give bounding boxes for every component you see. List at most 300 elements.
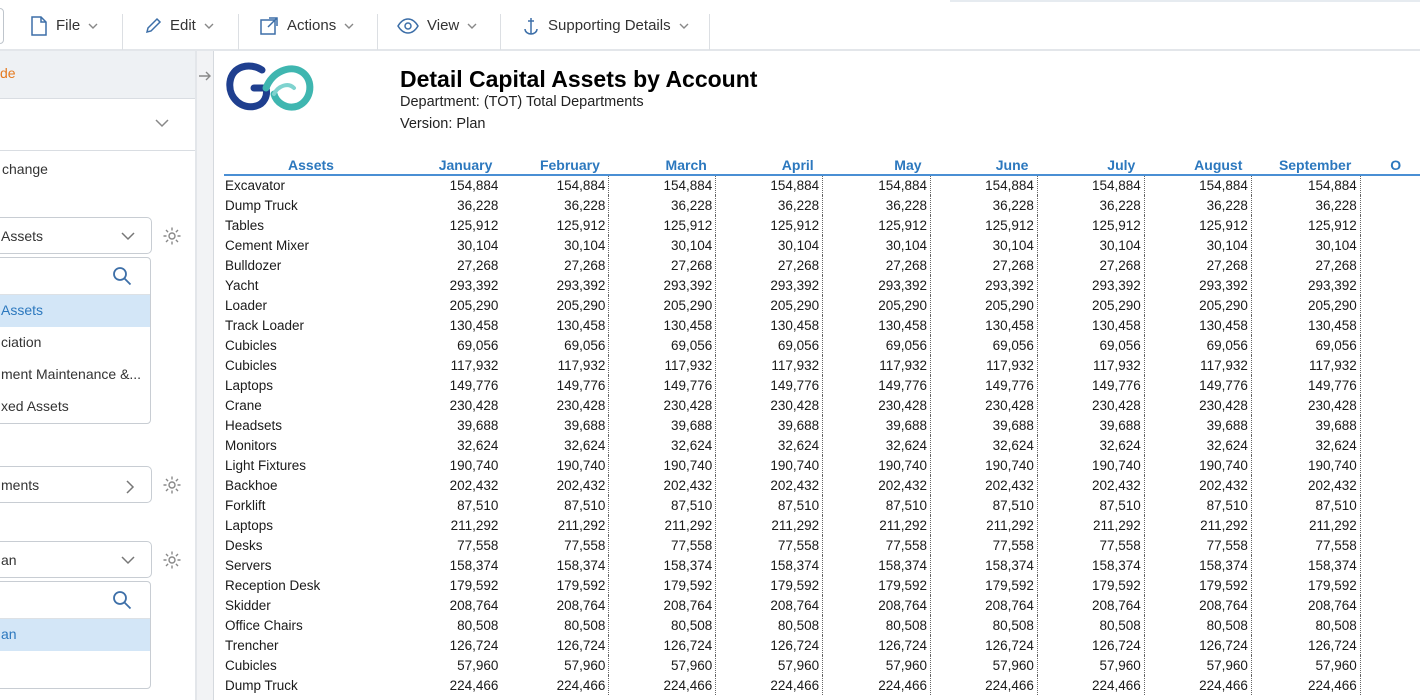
sidebar-collapse-row[interactable] [0, 99, 195, 151]
value-cell[interactable]: 32,624 [1037, 435, 1144, 455]
value-cell[interactable]: 208,764 [823, 595, 931, 615]
value-cell[interactable]: 57,960 [1251, 655, 1360, 675]
value-cell[interactable]: 154,884 [1251, 175, 1360, 195]
value-cell[interactable]: 57,960 [823, 655, 931, 675]
value-cell[interactable]: 149,776 [823, 375, 931, 395]
value-cell[interactable]: 205,290 [931, 295, 1038, 315]
value-cell[interactable]: 30,104 [609, 235, 716, 255]
asset-name-cell[interactable]: Headsets [225, 417, 283, 433]
value-cell[interactable]: 36,228 [1251, 195, 1360, 215]
value-cell[interactable]: 158,374 [823, 555, 931, 575]
value-cell[interactable]: 179,592 [1144, 575, 1251, 595]
value-cell[interactable]: 80,508 [823, 615, 931, 635]
value-cell[interactable]: 39,688 [1037, 415, 1144, 435]
value-cell[interactable]: 125,912 [1251, 215, 1360, 235]
value-cell[interactable]: 39,688 [501, 415, 609, 435]
table-row [224, 595, 1420, 615]
column-header[interactable]: May [823, 155, 931, 175]
value-cell[interactable]: 230,428 [609, 395, 716, 415]
value-cell[interactable]: 190,740 [1144, 455, 1251, 475]
value-cell[interactable]: 154,884 [1144, 175, 1251, 195]
asset-name-cell[interactable]: Laptops [225, 517, 274, 533]
value-cell[interactable]: 39,688 [1144, 415, 1251, 435]
value-cell[interactable]: 57,960 [457, 657, 499, 673]
value-cell[interactable]: 293,392 [449, 277, 499, 293]
value-cell[interactable]: 158,374 [1037, 555, 1144, 575]
value-cell[interactable]: 87,510 [1037, 495, 1144, 515]
value-cell[interactable]: 208,764 [501, 595, 609, 615]
value-cell[interactable]: 27,268 [823, 255, 931, 275]
value-cell[interactable]: 125,912 [931, 215, 1038, 235]
value-cell[interactable]: 117,932 [716, 355, 823, 375]
gear-icon[interactable] [162, 226, 182, 246]
value-cell[interactable]: 179,592 [501, 575, 609, 595]
value-cell[interactable]: 30,104 [501, 235, 609, 255]
value-cell[interactable]: 293,392 [716, 275, 823, 295]
value-cell[interactable]: 30,104 [1251, 235, 1360, 255]
value-cell[interactable]: 77,558 [609, 535, 716, 555]
empty-cell [1360, 615, 1420, 635]
value-cell[interactable]: 211,292 [450, 517, 499, 533]
value-cell[interactable]: 36,228 [609, 195, 716, 215]
value-cell[interactable]: 125,912 [501, 215, 609, 235]
version-search-input[interactable] [0, 582, 150, 619]
value-cell[interactable]: 36,228 [457, 197, 499, 213]
value-cell[interactable]: 30,104 [1144, 235, 1251, 255]
value-cell[interactable]: 202,432 [501, 475, 609, 495]
view-menu[interactable] [397, 0, 477, 51]
value-cell[interactable]: 149,776 [609, 375, 716, 395]
value-cell[interactable]: 32,624 [931, 435, 1038, 455]
value-cell[interactable]: 130,458 [501, 315, 609, 335]
value-cell[interactable]: 202,432 [609, 475, 716, 495]
value-cell[interactable]: 69,056 [1144, 335, 1251, 355]
value-cell[interactable]: 27,268 [1144, 255, 1251, 275]
value-cell[interactable]: 57,960 [1144, 655, 1251, 675]
departments-select[interactable] [0, 466, 152, 503]
column-header[interactable]: April [716, 155, 823, 175]
value-cell[interactable]: 202,432 [449, 477, 499, 493]
asset-name-cell[interactable]: Desks [225, 537, 263, 553]
value-cell[interactable]: 39,688 [931, 415, 1038, 435]
value-cell[interactable]: 77,558 [931, 535, 1038, 555]
value-cell[interactable]: 190,740 [823, 455, 931, 475]
accounts-option[interactable]: Assets [0, 295, 150, 327]
value-cell[interactable]: 130,458 [1251, 315, 1360, 335]
table-row [224, 455, 1420, 475]
value-cell[interactable]: 32,624 [716, 435, 823, 455]
value-cell[interactable]: 224,466 [501, 675, 609, 695]
value-cell[interactable]: 87,510 [457, 497, 499, 513]
value-cell[interactable]: 149,776 [449, 377, 499, 393]
value-cell[interactable]: 205,290 [501, 295, 609, 315]
value-cell[interactable]: 57,960 [1037, 655, 1144, 675]
value-cell[interactable]: 211,292 [823, 515, 931, 535]
value-cell[interactable]: 230,428 [1144, 395, 1251, 415]
asset-name-cell[interactable]: Cubicles [225, 337, 277, 353]
accounts-option[interactable]: xed Assets [1, 398, 69, 414]
value-cell[interactable]: 149,776 [501, 375, 609, 395]
value-cell[interactable]: 30,104 [457, 237, 499, 253]
empty-cell [1360, 435, 1420, 455]
asset-name-cell[interactable]: Servers [225, 557, 272, 573]
value-cell[interactable]: 230,428 [449, 397, 499, 413]
value-cell[interactable]: 202,432 [931, 475, 1038, 495]
value-cell[interactable]: 80,508 [501, 615, 609, 635]
value-cell[interactable]: 211,292 [931, 515, 1038, 535]
value-cell[interactable]: 126,724 [1251, 635, 1360, 655]
toolbar-left-button[interactable] [0, 8, 4, 44]
value-cell[interactable]: 202,432 [716, 475, 823, 495]
value-cell[interactable]: 80,508 [931, 615, 1038, 635]
value-cell[interactable]: 179,592 [931, 575, 1038, 595]
asset-name-cell[interactable]: Tables [225, 217, 265, 233]
value-cell[interactable]: 69,056 [931, 335, 1038, 355]
value-cell[interactable]: 117,932 [501, 355, 609, 375]
supporting-details-menu[interactable] [522, 0, 689, 51]
toolbar-top-line [950, 0, 1420, 2]
column-header[interactable]: August [1144, 155, 1251, 175]
value-cell[interactable]: 57,960 [931, 655, 1038, 675]
actions-menu[interactable] [259, 0, 354, 51]
value-cell[interactable]: 230,428 [1251, 395, 1360, 415]
value-cell[interactable]: 208,764 [449, 597, 499, 613]
value-cell[interactable]: 69,056 [1251, 335, 1360, 355]
value-cell[interactable]: 125,912 [823, 215, 931, 235]
value-cell[interactable]: 211,292 [501, 515, 609, 535]
value-cell[interactable]: 87,510 [609, 495, 716, 515]
asset-name-cell[interactable]: Light Fixtures [225, 457, 307, 473]
accounts-select[interactable] [0, 217, 152, 254]
value-cell[interactable]: 190,740 [1037, 455, 1144, 475]
value-cell[interactable]: 117,932 [450, 357, 499, 373]
view-menu-label: View [427, 17, 460, 34]
value-cell[interactable]: 205,290 [1144, 295, 1251, 315]
value-cell[interactable]: 39,688 [1251, 415, 1360, 435]
value-cell[interactable]: 158,374 [1144, 555, 1251, 575]
column-header[interactable]: Assets [224, 155, 398, 175]
value-cell[interactable]: 293,392 [823, 275, 931, 295]
value-cell[interactable]: 80,508 [1037, 615, 1144, 635]
value-cell[interactable]: 125,912 [1037, 215, 1144, 235]
value-cell[interactable]: 69,056 [501, 335, 609, 355]
value-cell[interactable]: 158,374 [1251, 555, 1360, 575]
asset-name-cell[interactable]: Dump Truck [225, 677, 298, 693]
value-cell[interactable]: 32,624 [823, 435, 931, 455]
value-cell[interactable]: 39,688 [609, 415, 716, 435]
value-cell[interactable]: 32,624 [1144, 435, 1251, 455]
value-cell[interactable]: 205,290 [449, 297, 499, 313]
value-cell[interactable]: 224,466 [931, 675, 1038, 695]
value-cell[interactable]: 87,510 [823, 495, 931, 515]
value-cell[interactable]: 39,688 [823, 415, 931, 435]
value-cell[interactable]: 230,428 [931, 395, 1038, 415]
value-cell[interactable]: 27,268 [716, 255, 823, 275]
value-cell[interactable]: 27,268 [457, 257, 499, 273]
value-cell[interactable]: 208,764 [716, 595, 823, 615]
value-cell[interactable]: 30,104 [823, 235, 931, 255]
value-cell[interactable]: 179,592 [609, 575, 716, 595]
value-cell[interactable]: 179,592 [1037, 575, 1144, 595]
value-cell[interactable]: 27,268 [501, 255, 609, 275]
value-cell[interactable]: 149,776 [1144, 375, 1251, 395]
value-cell[interactable]: 77,558 [501, 535, 609, 555]
value-cell[interactable]: 230,428 [823, 395, 931, 415]
value-cell[interactable]: 224,466 [1144, 675, 1251, 695]
asset-name-cell[interactable]: Trencher [225, 637, 279, 653]
column-header[interactable]: January [398, 155, 501, 175]
value-cell[interactable]: 126,724 [931, 635, 1038, 655]
value-cell[interactable]: 126,724 [1144, 635, 1251, 655]
asset-name-cell[interactable]: Monitors [225, 437, 277, 453]
value-cell[interactable]: 80,508 [457, 617, 499, 633]
file-menu[interactable] [30, 0, 98, 51]
accounts-option[interactable]: ment Maintenance &... [1, 366, 142, 382]
value-cell[interactable]: 205,290 [1251, 295, 1360, 315]
value-cell[interactable]: 293,392 [609, 275, 716, 295]
value-cell[interactable]: 211,292 [1144, 515, 1251, 535]
value-cell[interactable]: 224,466 [1251, 675, 1360, 695]
column-header[interactable]: February [501, 155, 609, 175]
value-cell[interactable]: 154,884 [449, 178, 499, 193]
accounts-option[interactable]: ciation [1, 334, 42, 350]
value-cell[interactable]: 208,764 [1144, 595, 1251, 615]
value-cell[interactable]: 36,228 [1144, 195, 1251, 215]
value-cell[interactable]: 69,056 [1037, 335, 1144, 355]
value-cell[interactable]: 77,558 [457, 537, 499, 553]
value-cell[interactable]: 149,776 [1037, 375, 1144, 395]
value-cell[interactable]: 293,392 [1144, 275, 1251, 295]
version-select[interactable] [0, 541, 152, 578]
value-cell[interactable]: 126,724 [449, 637, 499, 653]
value-cell[interactable]: 149,776 [931, 375, 1038, 395]
value-cell[interactable]: 57,960 [501, 655, 609, 675]
value-cell[interactable]: 202,432 [1251, 475, 1360, 495]
value-cell[interactable]: 154,884 [501, 175, 609, 195]
gear-icon[interactable] [162, 475, 182, 495]
accounts-search-input[interactable] [0, 258, 150, 295]
value-cell[interactable]: 224,466 [823, 675, 931, 695]
asset-name-cell[interactable]: Excavator [225, 178, 286, 193]
value-cell[interactable]: 224,466 [449, 677, 499, 693]
value-cell[interactable]: 158,374 [609, 555, 716, 575]
asset-name-cell[interactable]: Cubicles [225, 357, 277, 373]
value-cell[interactable]: 87,510 [716, 495, 823, 515]
value-cell[interactable]: 126,724 [609, 635, 716, 655]
asset-name-cell[interactable]: Yacht [225, 277, 259, 293]
value-cell[interactable]: 154,884 [823, 175, 931, 195]
value-cell[interactable]: 117,932 [1144, 355, 1251, 375]
asset-name-cell[interactable]: Reception Desk [225, 577, 321, 593]
value-cell[interactable]: 211,292 [609, 515, 716, 535]
value-cell[interactable]: 130,458 [1144, 315, 1251, 335]
value-cell[interactable]: 211,292 [1037, 515, 1144, 535]
value-cell[interactable]: 36,228 [823, 195, 931, 215]
value-cell[interactable]: 230,428 [1037, 395, 1144, 415]
value-cell[interactable]: 32,624 [501, 435, 609, 455]
value-cell[interactable]: 158,374 [931, 555, 1038, 575]
value-cell[interactable]: 293,392 [1251, 275, 1360, 295]
asset-name-cell[interactable]: Cubicles [225, 657, 277, 673]
value-cell[interactable]: 30,104 [716, 235, 823, 255]
value-cell[interactable]: 80,508 [716, 615, 823, 635]
column-header[interactable]: June [931, 155, 1038, 175]
value-cell[interactable]: 32,624 [1251, 435, 1360, 455]
asset-name-cell[interactable]: Backhoe [225, 477, 278, 493]
value-cell[interactable]: 205,290 [609, 295, 716, 315]
value-cell[interactable]: 57,960 [716, 655, 823, 675]
value-cell[interactable]: 154,884 [716, 175, 823, 195]
value-cell[interactable]: 230,428 [501, 395, 609, 415]
asset-name-cell[interactable]: Bulldozer [225, 257, 282, 273]
value-cell[interactable]: 126,724 [1037, 635, 1144, 655]
asset-name-cell[interactable]: Crane [225, 397, 262, 413]
value-cell[interactable]: 57,960 [609, 655, 716, 675]
value-cell[interactable]: 130,458 [609, 315, 716, 335]
value-cell[interactable]: 130,458 [823, 315, 931, 335]
asset-name-cell[interactable]: Cement Mixer [225, 237, 310, 253]
asset-name-cell[interactable]: Track Loader [225, 317, 305, 333]
value-cell[interactable]: 205,290 [823, 295, 931, 315]
value-cell[interactable]: 77,558 [716, 535, 823, 555]
value-cell[interactable]: 211,292 [716, 515, 823, 535]
value-cell[interactable]: 117,932 [1037, 355, 1144, 375]
column-header[interactable]: March [609, 155, 716, 175]
value-cell[interactable]: 126,724 [716, 635, 823, 655]
value-cell[interactable]: 149,776 [716, 375, 823, 395]
value-cell[interactable]: 87,510 [931, 495, 1038, 515]
value-cell[interactable]: 30,104 [931, 235, 1038, 255]
value-cell[interactable]: 117,932 [609, 355, 716, 375]
chevron-down-icon [467, 21, 477, 31]
value-cell[interactable]: 36,228 [1037, 195, 1144, 215]
value-cell[interactable]: 154,884 [1037, 175, 1144, 195]
value-cell[interactable]: 87,510 [1144, 495, 1251, 515]
value-cell[interactable]: 154,884 [931, 175, 1038, 195]
value-cell[interactable]: 202,432 [1144, 475, 1251, 495]
value-cell[interactable]: 69,056 [823, 335, 931, 355]
value-cell[interactable]: 158,374 [449, 557, 499, 573]
value-cell[interactable]: 190,740 [501, 455, 609, 475]
value-cell[interactable]: 27,268 [931, 255, 1038, 275]
value-cell[interactable]: 179,592 [449, 577, 499, 593]
value-cell[interactable]: 190,740 [1251, 455, 1360, 475]
value-cell[interactable]: 190,740 [609, 455, 716, 475]
arrow-right-icon[interactable] [198, 69, 212, 83]
value-cell[interactable]: 208,764 [1251, 595, 1360, 615]
value-cell[interactable]: 77,558 [823, 535, 931, 555]
column-header[interactable]: July [1037, 155, 1144, 175]
value-cell[interactable]: 202,432 [823, 475, 931, 495]
value-cell[interactable]: 179,592 [1251, 575, 1360, 595]
value-cell[interactable]: 224,466 [1037, 675, 1144, 695]
asset-name-cell[interactable]: Forklift [225, 497, 266, 513]
value-cell[interactable]: 202,432 [1037, 475, 1144, 495]
value-cell[interactable]: 69,056 [457, 337, 499, 353]
value-cell[interactable]: 32,624 [457, 437, 499, 453]
asset-name-cell[interactable]: Skidder [225, 597, 271, 613]
value-cell[interactable]: 158,374 [501, 555, 609, 575]
value-cell[interactable]: 80,508 [1144, 615, 1251, 635]
value-cell[interactable]: 149,776 [1251, 375, 1360, 395]
value-cell[interactable]: 126,724 [823, 635, 931, 655]
value-cell[interactable]: 69,056 [716, 335, 823, 355]
value-cell[interactable]: 87,510 [501, 495, 609, 515]
value-cell[interactable]: 80,508 [609, 615, 716, 635]
value-cell[interactable]: 190,740 [449, 457, 499, 473]
value-cell[interactable]: 130,458 [1037, 315, 1144, 335]
value-cell[interactable]: 211,292 [1251, 515, 1360, 535]
value-cell[interactable]: 27,268 [609, 255, 716, 275]
value-cell[interactable]: 27,268 [1251, 255, 1360, 275]
value-cell[interactable]: 125,912 [1144, 215, 1251, 235]
value-cell[interactable]: 117,932 [823, 355, 931, 375]
value-cell[interactable]: 208,764 [1037, 595, 1144, 615]
column-header[interactable]: O [1360, 155, 1420, 175]
value-cell[interactable]: 293,392 [931, 275, 1038, 295]
asset-name-cell[interactable]: Laptops [225, 377, 274, 393]
value-cell[interactable]: 30,104 [1037, 235, 1144, 255]
gear-icon[interactable] [162, 550, 182, 570]
sidebar-accent-text[interactable]: de [0, 65, 16, 81]
value-cell[interactable]: 77,558 [1144, 535, 1251, 555]
value-cell[interactable]: 293,392 [501, 275, 609, 295]
value-cell[interactable]: 125,912 [449, 217, 499, 233]
value-cell[interactable]: 190,740 [931, 455, 1038, 475]
version-option[interactable]: an [0, 619, 150, 651]
value-cell[interactable]: 117,932 [1251, 355, 1360, 375]
value-cell[interactable]: 39,688 [457, 417, 499, 433]
value-cell[interactable]: 179,592 [823, 575, 931, 595]
value-cell[interactable]: 77,558 [1251, 535, 1360, 555]
value-cell[interactable]: 125,912 [609, 215, 716, 235]
value-cell[interactable]: 130,458 [716, 315, 823, 335]
value-cell[interactable]: 77,558 [1037, 535, 1144, 555]
value-cell[interactable]: 224,466 [716, 675, 823, 695]
column-header[interactable]: September [1251, 155, 1360, 175]
value-cell[interactable]: 208,764 [609, 595, 716, 615]
value-cell[interactable]: 224,466 [609, 675, 716, 695]
value-cell[interactable]: 205,290 [1037, 295, 1144, 315]
value-cell[interactable]: 36,228 [716, 195, 823, 215]
value-cell[interactable]: 87,510 [1251, 495, 1360, 515]
asset-name-cell[interactable]: Loader [225, 297, 268, 313]
value-cell[interactable]: 293,392 [1037, 275, 1144, 295]
value-cell[interactable]: 27,268 [1037, 255, 1144, 275]
value-cell[interactable]: 230,428 [716, 395, 823, 415]
asset-name-cell[interactable]: Office Chairs [225, 617, 303, 633]
value-cell[interactable]: 80,508 [1251, 615, 1360, 635]
edit-menu[interactable] [144, 0, 214, 51]
value-cell[interactable]: 32,624 [609, 435, 716, 455]
value-cell[interactable]: 36,228 [501, 195, 609, 215]
value-cell[interactable]: 69,056 [609, 335, 716, 355]
value-cell[interactable]: 179,592 [716, 575, 823, 595]
value-cell[interactable]: 190,740 [716, 455, 823, 475]
value-cell[interactable]: 126,724 [501, 635, 609, 655]
value-cell[interactable]: 39,688 [716, 415, 823, 435]
value-cell[interactable]: 205,290 [716, 295, 823, 315]
value-cell[interactable]: 208,764 [931, 595, 1038, 615]
value-cell[interactable]: 130,458 [931, 315, 1038, 335]
value-cell[interactable]: 117,932 [931, 355, 1038, 375]
value-cell[interactable]: 130,458 [449, 317, 499, 333]
asset-name-cell[interactable]: Dump Truck [225, 197, 298, 213]
value-cell[interactable]: 154,884 [609, 175, 716, 195]
value-cell[interactable]: 36,228 [931, 195, 1038, 215]
value-cell[interactable]: 125,912 [716, 215, 823, 235]
value-cell[interactable]: 158,374 [716, 555, 823, 575]
